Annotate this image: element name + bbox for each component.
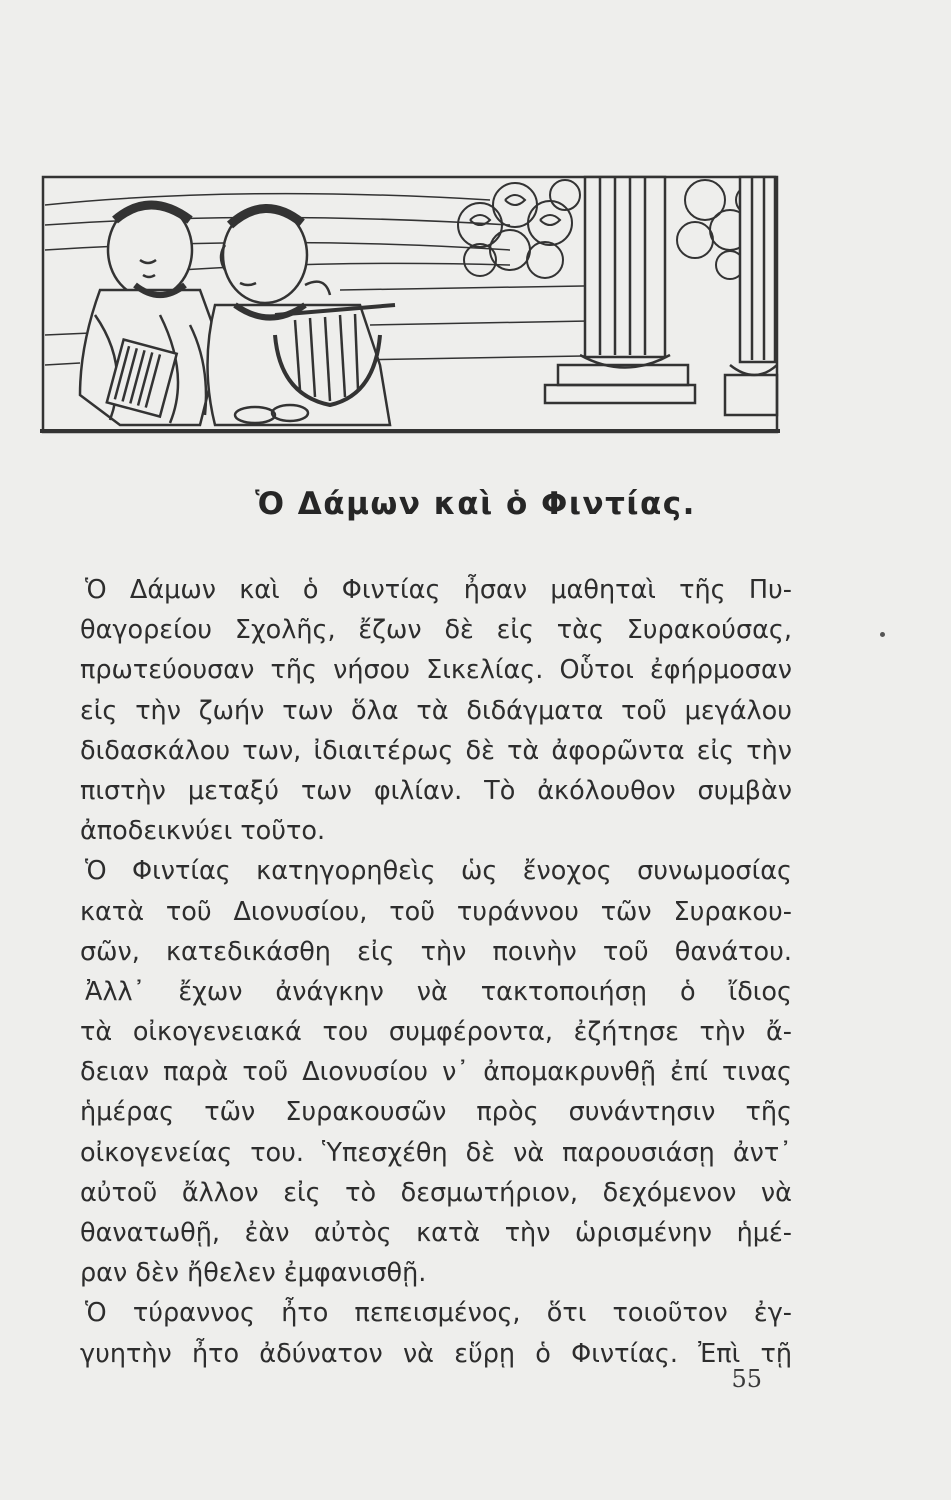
text-line: πρωτεύουσαν τῆς νήσου Σικελίας. Οὗτοι ἐφήρμοσαν: [80, 655, 792, 686]
text-line: Ὁ τύραννος ἦτο πεπεισμένος, ὅτι τοιοῦτον ἐγ-: [85, 1298, 792, 1329]
page-number: 55: [731, 1365, 762, 1393]
text-line: δειαν παρὰ τοῦ Διονυσίου ν᾽ ἀπομακρυνθῇ ἐπί τινας: [80, 1057, 792, 1088]
text-line: θαγορείου Σχολῆς, ἔζων δὲ εἰς τὰς Συρακούσας,: [80, 615, 792, 646]
page-title: Ὁ Δάμων καὶ ὁ Φιντίας.: [255, 486, 696, 522]
body-text: [80, 570, 792, 1374]
paper-speck: [880, 632, 885, 637]
text-line: αὐτοῦ ἄλλον εἰς τὸ δεσμωτήριον, δεχόμενον νὰ: [80, 1177, 792, 1208]
text-line: ραν δὲν ἤθελεν ἐμφανισθῇ.: [80, 1258, 427, 1289]
damon-phintias-illustration-icon: [40, 165, 780, 435]
text-line: κατὰ τοῦ Διονυσίου, τοῦ τυράννου τῶν Συρακου-: [80, 896, 792, 927]
text-line: ἀποδεικνύει τοῦτο.: [80, 816, 326, 847]
text-line: Ὁ Δάμων καὶ ὁ Φιντίας ἦσαν μαθηταὶ τῆς Πυ-: [85, 575, 792, 605]
text-line: διδασκάλου των, ἰδιαιτέρως δὲ τὰ ἀφορῶντα εἰς τὴν: [80, 735, 792, 766]
text-line: εἰς τὴν ζωήν των ὅλα τὰ διδάγματα τοῦ μεγάλου: [80, 695, 792, 726]
text-line: τὰ οἰκογενειακά του συμφέροντα, ἐζήτησε τὴν ἄ-: [80, 1017, 792, 1048]
text-line: ἡμέρας τῶν Συρακουσῶν πρὸς συνάντησιν τῆς: [80, 1097, 792, 1128]
text-line: γυητὴν ἦτο ἀδύνατον νὰ εὕρῃ ὁ Φιντίας. Ἐπὶ τῇ: [80, 1338, 792, 1369]
text-line: σῶν, κατεδικάσθη εἰς τὴν ποινὴν τοῦ θανάτου.: [80, 936, 792, 967]
text-line: Ἀλλ᾽ ἔχων ἀνάγκην νὰ τακτοποιήσῃ ὁ ἴδιος: [85, 976, 792, 1007]
text-line: πιστὴν μεταξύ των φιλίαν. Τὸ ἀκόλουθον συμβὰν: [80, 775, 792, 806]
text-line: θανατωθῇ, ἐὰν αὐτὸς κατὰ τὴν ὡρισμένην ἡμέ-: [80, 1218, 792, 1248]
text-line: Ὁ Φιντίας κατηγορηθεὶς ὡς ἔνοχος συνωμοσίας: [85, 856, 792, 887]
text-line: οἰκογενείας του. Ὑπεσχέθη δὲ νὰ παρουσιάσῃ ἀντ᾽: [80, 1137, 792, 1168]
